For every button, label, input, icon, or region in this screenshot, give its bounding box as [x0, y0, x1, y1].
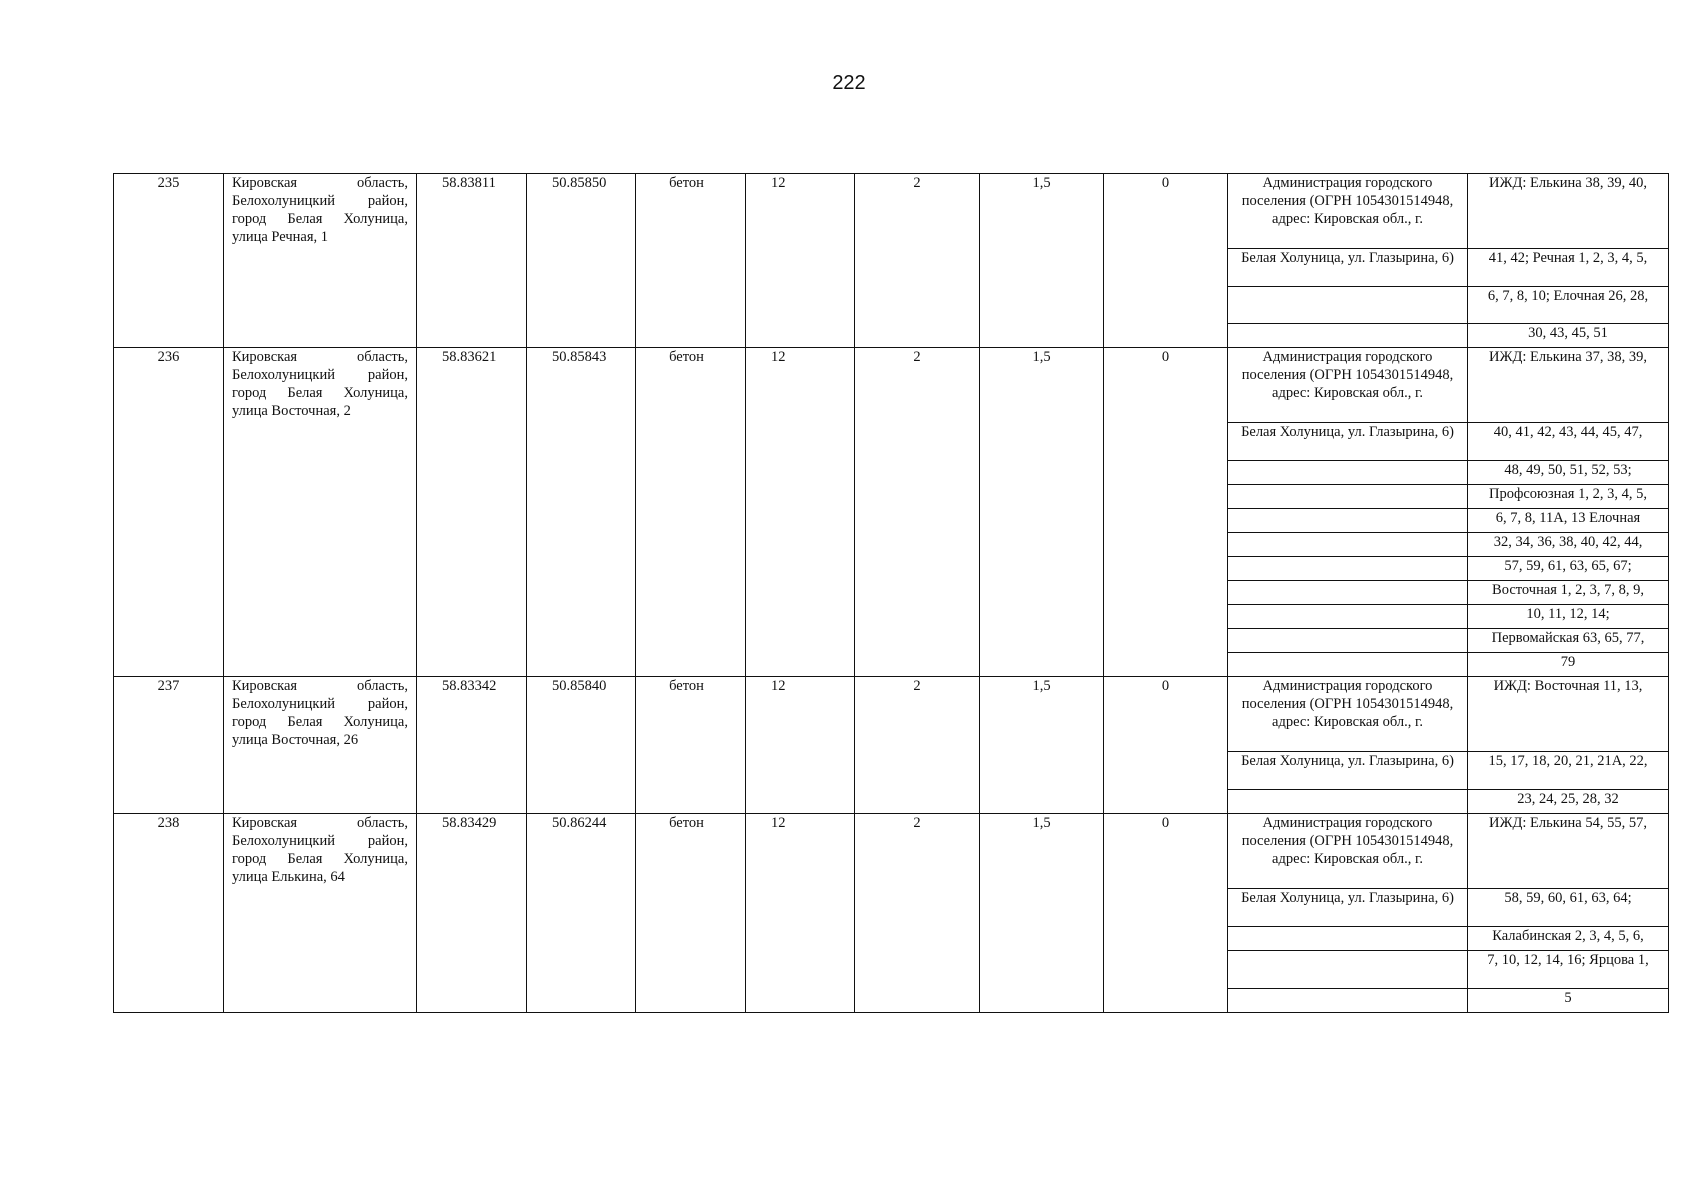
container-sites-table — [113, 173, 1669, 1013]
record-container-volume: 1,5 — [980, 677, 1104, 814]
record-owner — [1228, 287, 1468, 324]
record-zero-value: 0 — [1104, 677, 1228, 814]
record-owner — [1228, 790, 1468, 814]
record-source: ИЖД: Восточная 11, 13, — [1468, 677, 1669, 752]
record-source: Калабинская 2, 3, 4, 5, 6, — [1468, 927, 1669, 951]
record-container-volume: 1,5 — [980, 174, 1104, 348]
record-material: бетон — [636, 677, 746, 814]
record-material: бетон — [636, 348, 746, 677]
record-container-volume: 1,5 — [980, 348, 1104, 677]
record-number: 235 — [114, 174, 224, 348]
record-latitude: 58.83429 — [417, 814, 527, 1013]
record-source: ИЖД: Елькина 37, 38, 39, — [1468, 348, 1669, 423]
record-owner — [1228, 557, 1468, 581]
record-owner: Администрация городского поселения (ОГРН 1054301514948, адрес: Кировская обл., г. — [1228, 174, 1468, 249]
record-zero-value: 0 — [1104, 348, 1228, 677]
record-owner — [1228, 951, 1468, 989]
record-owner — [1228, 485, 1468, 509]
record-source: 57, 59, 61, 63, 65, 67; — [1468, 557, 1669, 581]
page-number: 222 — [832, 72, 866, 94]
record-area: 12 — [746, 677, 855, 814]
record-number: 238 — [114, 814, 224, 1013]
record-longitude: 50.86244 — [527, 814, 636, 1013]
record-owner: Администрация городского поселения (ОГРН 1054301514948, адрес: Кировская обл., г. — [1228, 348, 1468, 423]
record-owner — [1228, 509, 1468, 533]
record-source: 7, 10, 12, 14, 16; Ярцова 1, — [1468, 951, 1669, 989]
record-owner — [1228, 653, 1468, 677]
record-source: 30, 43, 45, 51 — [1468, 324, 1669, 348]
record-owner — [1228, 324, 1468, 348]
record-container-count: 2 — [855, 677, 980, 814]
table-row — [114, 348, 1669, 423]
record-address: Кировская область, Белохолуницкий район, город Белая Холуница, улица Восточная, 2 — [224, 348, 417, 677]
record-area: 12 — [746, 174, 855, 348]
record-material: бетон — [636, 814, 746, 1013]
record-material: бетон — [636, 174, 746, 348]
record-address: Кировская область, Белохолуницкий район, город Белая Холуница, улица Речная, 1 — [224, 174, 417, 348]
record-owner: Администрация городского поселения (ОГРН 1054301514948, адрес: Кировская обл., г. — [1228, 814, 1468, 889]
record-latitude: 58.83621 — [417, 348, 527, 677]
record-source: 10, 11, 12, 14; — [1468, 605, 1669, 629]
record-owner: Белая Холуница, ул. Глазырина, 6) — [1228, 889, 1468, 927]
record-latitude: 58.83342 — [417, 677, 527, 814]
record-source: ИЖД: Елькина 54, 55, 57, — [1468, 814, 1669, 889]
table-row — [114, 677, 1669, 752]
record-owner — [1228, 605, 1468, 629]
table-body — [114, 174, 1669, 1013]
record-longitude: 50.85840 — [527, 677, 636, 814]
record-source: Восточная 1, 2, 3, 7, 8, 9, — [1468, 581, 1669, 605]
record-owner — [1228, 927, 1468, 951]
record-source: 32, 34, 36, 38, 40, 42, 44, — [1468, 533, 1669, 557]
record-area: 12 — [746, 814, 855, 1013]
record-source: ИЖД: Елькина 38, 39, 40, — [1468, 174, 1669, 249]
record-number: 236 — [114, 348, 224, 677]
record-source: Первомайская 63, 65, 77, — [1468, 629, 1669, 653]
record-address: Кировская область, Белохолуницкий район, город Белая Холуница, улица Восточная, 26 — [224, 677, 417, 814]
record-source: 41, 42; Речная 1, 2, 3, 4, 5, — [1468, 249, 1669, 287]
record-source: 6, 7, 8, 11А, 13 Елочная — [1468, 509, 1669, 533]
record-owner — [1228, 461, 1468, 485]
record-source: 15, 17, 18, 20, 21, 21А, 22, — [1468, 752, 1669, 790]
record-source: 79 — [1468, 653, 1669, 677]
record-container-count: 2 — [855, 348, 980, 677]
record-source: 58, 59, 60, 61, 63, 64; — [1468, 889, 1669, 927]
record-owner: Белая Холуница, ул. Глазырина, 6) — [1228, 752, 1468, 790]
record-owner: Администрация городского поселения (ОГРН 1054301514948, адрес: Кировская обл., г. — [1228, 677, 1468, 752]
record-owner — [1228, 581, 1468, 605]
record-source: 6, 7, 8, 10; Елочная 26, 28, — [1468, 287, 1669, 324]
record-owner — [1228, 629, 1468, 653]
table-row — [114, 174, 1669, 249]
table-row — [114, 814, 1669, 889]
record-longitude: 50.85850 — [527, 174, 636, 348]
record-latitude: 58.83811 — [417, 174, 527, 348]
record-address: Кировская область, Белохолуницкий район, город Белая Холуница, улица Елькина, 64 — [224, 814, 417, 1013]
record-owner — [1228, 989, 1468, 1013]
record-owner: Белая Холуница, ул. Глазырина, 6) — [1228, 249, 1468, 287]
record-number: 237 — [114, 677, 224, 814]
record-owner: Белая Холуница, ул. Глазырина, 6) — [1228, 423, 1468, 461]
record-longitude: 50.85843 — [527, 348, 636, 677]
record-area: 12 — [746, 348, 855, 677]
record-container-volume: 1,5 — [980, 814, 1104, 1013]
record-container-count: 2 — [855, 814, 980, 1013]
record-zero-value: 0 — [1104, 174, 1228, 348]
record-zero-value: 0 — [1104, 814, 1228, 1013]
record-source: Профсоюзная 1, 2, 3, 4, 5, — [1468, 485, 1669, 509]
record-container-count: 2 — [855, 174, 980, 348]
record-source: 5 — [1468, 989, 1669, 1013]
record-source: 48, 49, 50, 51, 52, 53; — [1468, 461, 1669, 485]
record-source: 40, 41, 42, 43, 44, 45, 47, — [1468, 423, 1669, 461]
record-owner — [1228, 533, 1468, 557]
record-source: 23, 24, 25, 28, 32 — [1468, 790, 1669, 814]
